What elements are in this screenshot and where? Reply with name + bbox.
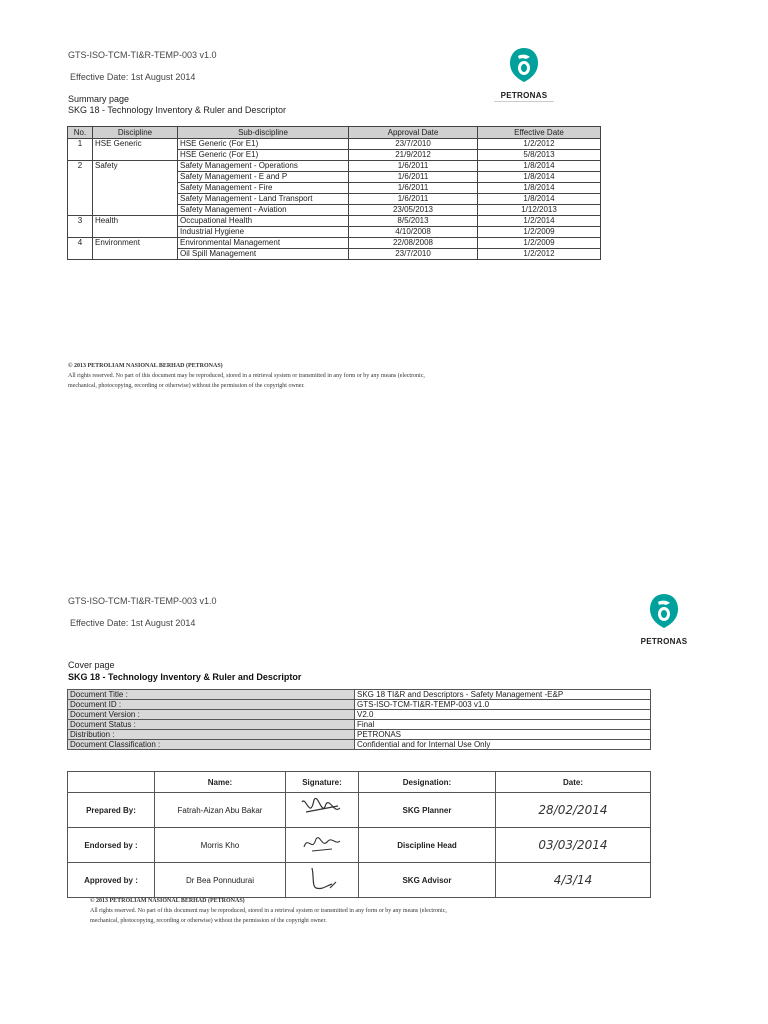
info-value: GTS-ISO-TCM-TI&R-TEMP-003 v1.0: [355, 700, 651, 710]
summary-table-body: [68, 139, 601, 260]
cell-effective-date: 1/8/2014: [478, 183, 601, 194]
cell-no: [68, 194, 93, 205]
table-row: [68, 139, 601, 150]
cell-effective-date: 5/8/2013: [478, 150, 601, 161]
sig-header-signature: Signature:: [286, 772, 359, 793]
info-row: [68, 710, 651, 720]
signature-row: [68, 863, 651, 898]
table-row: [68, 172, 601, 183]
cell-no: 1: [68, 139, 93, 150]
cell-approval-date: 21/9/2012: [349, 150, 478, 161]
cell-effective-date: 1/2/2009: [478, 227, 601, 238]
cell-sub-discipline: Industrial Hygiene: [178, 227, 349, 238]
info-value: Final: [355, 720, 651, 730]
sig-name: Dr Bea Ponnudurai: [155, 863, 286, 898]
cell-no: [68, 172, 93, 183]
summary-table: [67, 126, 601, 260]
page-subtitle: SKG 18 - Technology Inventory & Ruler and Descriptor: [68, 105, 286, 115]
sig-date: 03/03/2014: [496, 828, 651, 863]
table-row: [68, 238, 601, 249]
table-row: [68, 249, 601, 260]
cell-no: [68, 249, 93, 260]
info-label: Document Status :: [68, 720, 355, 730]
cell-no: [68, 183, 93, 194]
logo-underline: [494, 101, 554, 102]
table-row: [68, 216, 601, 227]
sig-role: Approved by :: [68, 863, 155, 898]
cell-discipline: [93, 183, 178, 194]
copyright-line-2: All rights reserved. No part of this document may be reproduced, stored in a retrieval system or transmitted in any form or by any means (electronic,: [68, 373, 425, 379]
cell-effective-date: 1/8/2014: [478, 172, 601, 183]
copyright-line-2: All rights reserved. No part of this document may be reproduced, stored in a retrieval system or transmitted in any form or by any means (electronic,: [90, 908, 447, 914]
sig-name: Morris Kho: [155, 828, 286, 863]
sig-role: Endorsed by :: [68, 828, 155, 863]
petronas-logo-icon: [507, 46, 541, 84]
info-label: Document Title :: [68, 690, 355, 700]
info-label: Document Version :: [68, 710, 355, 720]
info-value: V2.0: [355, 710, 651, 720]
col-sub-discipline: Sub-discipline: [178, 127, 349, 139]
cell-approval-date: 23/7/2010: [349, 139, 478, 150]
cell-sub-discipline: Safety Management - Operations: [178, 161, 349, 172]
effective-date: Effective Date: 1st August 2014: [70, 618, 196, 628]
info-row: [68, 720, 651, 730]
sig-date: 4/3/14: [496, 863, 651, 898]
table-row: [68, 161, 601, 172]
logo-text: PETRONAS: [640, 637, 688, 646]
cell-no: [68, 227, 93, 238]
info-value: SKG 18 TI&R and Descriptors - Safety Management -E&P: [355, 690, 651, 700]
sig-designation: SKG Planner: [359, 793, 496, 828]
sig-header-name: Name:: [155, 772, 286, 793]
sig-header-blank: [68, 772, 155, 793]
cell-sub-discipline: Safety Management - Aviation: [178, 205, 349, 216]
copyright-cover: [90, 896, 447, 926]
cell-no: 3: [68, 216, 93, 227]
cell-discipline: [93, 227, 178, 238]
table-row: [68, 227, 601, 238]
cell-sub-discipline: Oil Spill Management: [178, 249, 349, 260]
document-info-table: [67, 689, 651, 750]
cell-approval-date: 1/6/2011: [349, 172, 478, 183]
copyright: [68, 361, 425, 391]
sig-name: Fatrah-Aizan Abu Bakar: [155, 793, 286, 828]
sig-header-designation: Designation:: [359, 772, 496, 793]
cell-discipline: [93, 205, 178, 216]
cell-sub-discipline: HSE Generic (For E1): [178, 139, 349, 150]
signature-body: [68, 793, 651, 898]
cell-approval-date: 1/6/2011: [349, 194, 478, 205]
copyright-line-3: mechanical, photocopying, recording or otherwise) without the permission of the copyright owner.: [90, 918, 327, 924]
copyright-line-3: mechanical, photocopying, recording or otherwise) without the permission of the copyright owner.: [68, 383, 305, 389]
info-row: [68, 690, 651, 700]
cell-no: [68, 150, 93, 161]
info-row: [68, 730, 651, 740]
cell-discipline: Environment: [93, 238, 178, 249]
cell-approval-date: 1/6/2011: [349, 183, 478, 194]
effective-date: Effective Date: 1st August 2014: [70, 72, 196, 82]
cell-approval-date: 23/7/2010: [349, 249, 478, 260]
cell-discipline: [93, 194, 178, 205]
document-info-body: [68, 690, 651, 750]
logo-text: PETRONAS: [500, 91, 548, 100]
cell-effective-date: 1/8/2014: [478, 194, 601, 205]
info-label: Document Classification :: [68, 740, 355, 750]
table-row: [68, 205, 601, 216]
sig-designation: Discipline Head: [359, 828, 496, 863]
cell-sub-discipline: Safety Management - Land Transport: [178, 194, 349, 205]
info-row: [68, 740, 651, 750]
cell-effective-date: 1/12/2013: [478, 205, 601, 216]
table-row: [68, 183, 601, 194]
sig-role: Prepared By:: [68, 793, 155, 828]
info-value: PETRONAS: [355, 730, 651, 740]
signature-header-row: [68, 772, 651, 793]
cell-discipline: Safety: [93, 161, 178, 172]
doc-id: GTS-ISO-TCM-TI&R-TEMP-003 v1.0: [68, 596, 217, 606]
cell-effective-date: 1/8/2014: [478, 161, 601, 172]
cell-sub-discipline: Safety Management - E and P: [178, 172, 349, 183]
signature-row: [68, 828, 651, 863]
cell-effective-date: 1/2/2012: [478, 249, 601, 260]
cell-sub-discipline: Environmental Management: [178, 238, 349, 249]
handwritten-signature: [286, 863, 359, 898]
cell-discipline: Health: [93, 216, 178, 227]
cell-sub-discipline: HSE Generic (For E1): [178, 150, 349, 161]
cell-approval-date: 23/05/2013: [349, 205, 478, 216]
sig-date: 28/02/2014: [496, 793, 651, 828]
cell-sub-discipline: Occupational Health: [178, 216, 349, 227]
table-row: [68, 194, 601, 205]
petronas-logo: [632, 592, 696, 646]
col-no: No.: [68, 127, 93, 139]
copyright-line-1: © 2013 PETROLIAM NASIONAL BERHAD (PETRONAS): [90, 898, 245, 904]
summary-page: [0, 0, 768, 480]
cell-no: 2: [68, 161, 93, 172]
summary-header-row: [68, 127, 601, 139]
cell-effective-date: 1/2/2014: [478, 216, 601, 227]
cell-sub-discipline: Safety Management - Fire: [178, 183, 349, 194]
sig-header-date: Date:: [496, 772, 651, 793]
cell-approval-date: 4/10/2008: [349, 227, 478, 238]
handwritten-signature: [286, 828, 359, 863]
petronas-logo: [492, 46, 556, 100]
table-row: [68, 150, 601, 161]
page-title: Cover page: [68, 660, 115, 670]
page-subtitle: SKG 18 - Technology Inventory & Ruler and Descriptor: [68, 672, 302, 682]
cell-discipline: [93, 172, 178, 183]
sig-designation: SKG Advisor: [359, 863, 496, 898]
info-label: Document ID :: [68, 700, 355, 710]
col-discipline: Discipline: [93, 127, 178, 139]
signature-row: [68, 793, 651, 828]
signature-table: [67, 771, 651, 898]
cell-approval-date: 22/08/2008: [349, 238, 478, 249]
col-effective-date: Effective Date: [478, 127, 601, 139]
page-title: Summary page: [68, 94, 130, 104]
copyright-line-1: © 2013 PETROLIAM NASIONAL BERHAD (PETRONAS): [68, 363, 223, 369]
col-approval-date: Approval Date: [349, 127, 478, 139]
cell-approval-date: 8/5/2013: [349, 216, 478, 227]
cell-effective-date: 1/2/2012: [478, 139, 601, 150]
handwritten-signature: [286, 793, 359, 828]
info-row: [68, 700, 651, 710]
cell-discipline: [93, 249, 178, 260]
cell-discipline: HSE Generic: [93, 139, 178, 150]
cell-discipline: [93, 150, 178, 161]
cell-no: [68, 205, 93, 216]
cell-no: 4: [68, 238, 93, 249]
cell-approval-date: 1/6/2011: [349, 161, 478, 172]
petronas-logo-icon: [647, 592, 681, 630]
info-value: Confidential and for Internal Use Only: [355, 740, 651, 750]
info-label: Distribution :: [68, 730, 355, 740]
cell-effective-date: 1/2/2009: [478, 238, 601, 249]
doc-id: GTS-ISO-TCM-TI&R-TEMP-003 v1.0: [68, 50, 217, 60]
